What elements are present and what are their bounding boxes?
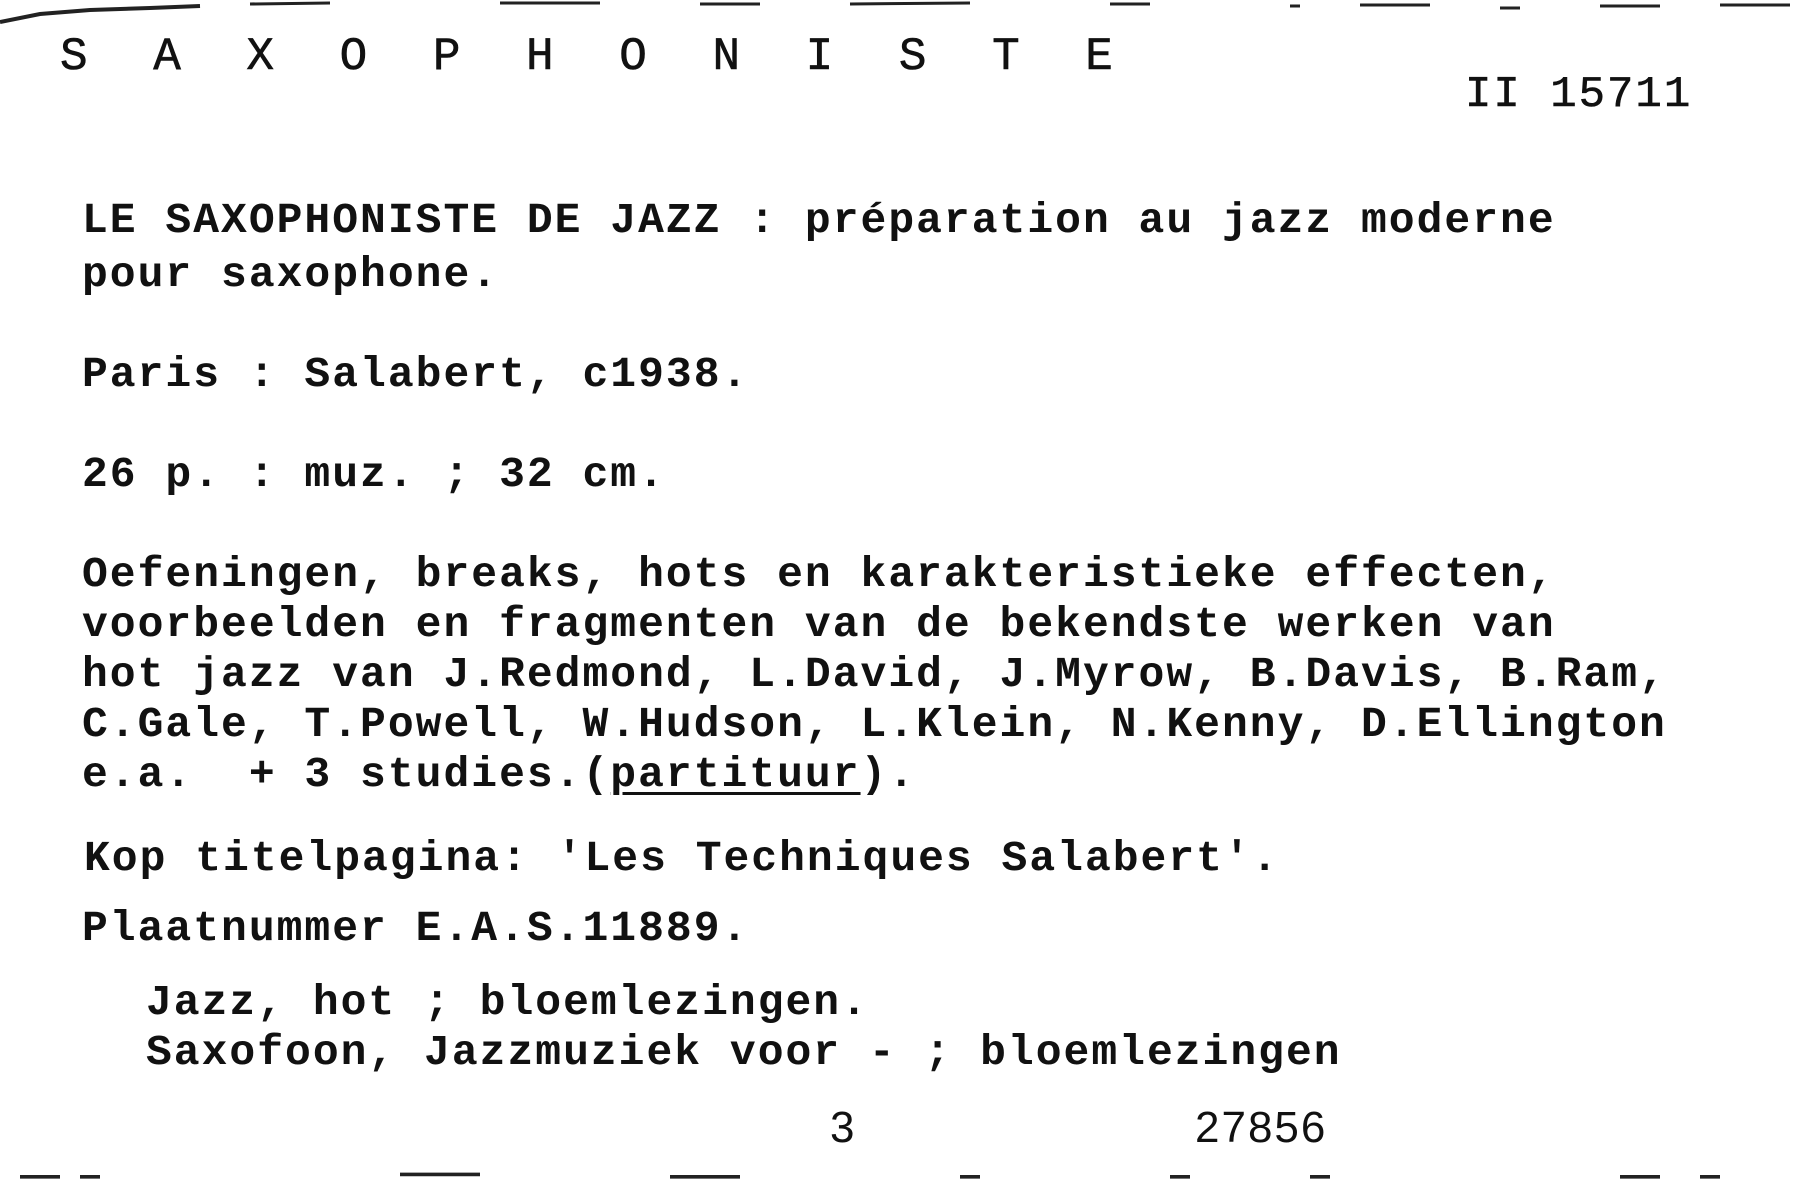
underlined-term: partituur xyxy=(610,750,861,799)
note-line-3: hot jazz van J.Redmond, L.David, J.Myrow, B.Davis, B.Ram, xyxy=(82,650,1667,699)
heading-main-entry: S A X O P H O N I S T E xyxy=(60,31,1132,83)
title-line-2: pour saxophone. xyxy=(82,250,500,299)
note-line-5-end: ). xyxy=(860,750,917,799)
imprint: Paris : Salabert, c1938. xyxy=(82,350,750,399)
note-line-5-start: e.a. + 3 studies.( xyxy=(82,750,611,799)
shelfmark: II 15711 xyxy=(1465,70,1693,120)
title-line-1: LE SAXOPHONISTE DE JAZZ : préparation au jazz moderne xyxy=(82,196,1556,245)
note-line-1: Oefeningen, breaks, hots en karakteristieke effecten, xyxy=(82,550,1556,599)
card-count: 3 xyxy=(830,1103,857,1152)
card-number: 27856 xyxy=(1195,1103,1328,1152)
subject-heading-1: Jazz, hot ; bloemlezingen. xyxy=(146,978,869,1027)
note-line-5 xyxy=(82,750,916,800)
title-page-note: Kop titelpagina: 'Les Techniques Salabert'. xyxy=(84,834,1280,883)
top-edge-scan-marks xyxy=(0,0,1812,30)
note-line-4: C.Gale, T.Powell, W.Hudson, L.Klein, N.Kenny, D.Ellington xyxy=(82,700,1667,749)
bottom-edge-scan-marks xyxy=(0,1160,1812,1190)
collation: 26 p. : muz. ; 32 cm. xyxy=(82,450,666,499)
subject-heading-2: Saxofoon, Jazzmuziek voor - ; bloemlezingen xyxy=(146,1028,1342,1077)
note-line-2: voorbeelden en fragmenten van de bekendste werken van xyxy=(82,600,1556,649)
plate-number: Plaatnummer E.A.S.11889. xyxy=(82,904,750,953)
